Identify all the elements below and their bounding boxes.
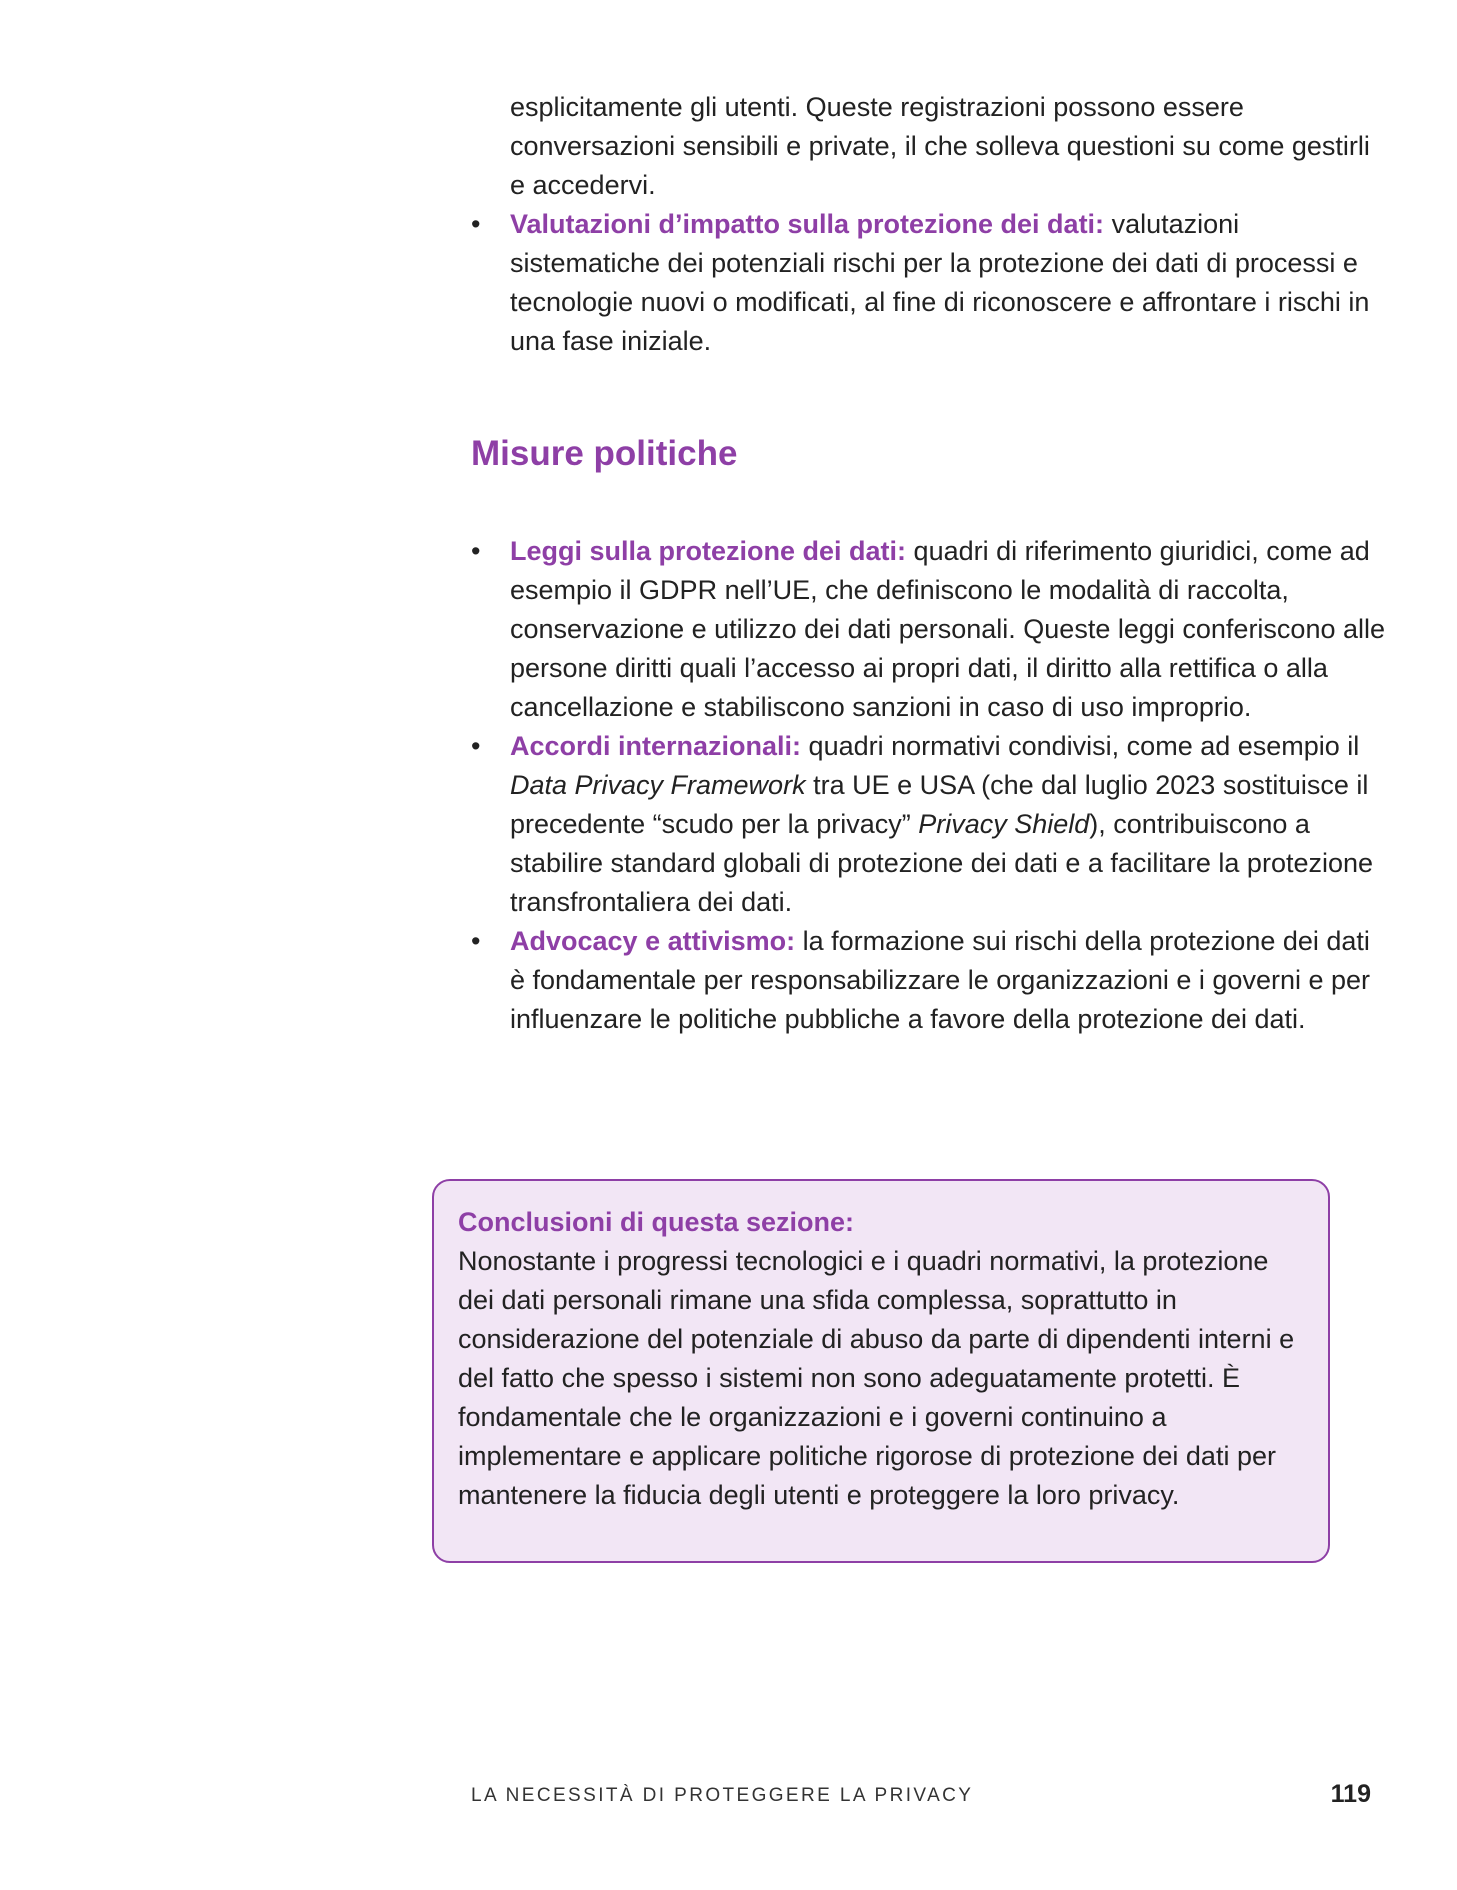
conclusion-box (432, 1179, 1330, 1563)
bullet-text: tra UE e USA (che dal luglio 2023 sostituisce il precedente “scudo per la privacy” (510, 770, 1369, 839)
section-heading: Misure politiche (471, 434, 738, 473)
bullet-italic-term: Data Privacy Framework (510, 770, 806, 800)
section-bullet-list (471, 532, 1391, 1039)
bullet-text: quadri di riferimento giuridici, come ad esempio il GDPR nell’UE, che definiscono le modalità di raccolta, conservazione e utilizzo dei dati personali. Queste leggi conferiscono alle persone diritti quali l’accesso ai propri dati, il diritto alla rettifica o alla cancellazione e stabiliscono sanzioni in caso di uso improprio. (510, 536, 1386, 722)
bullet-term: Advocacy e attivismo: (510, 926, 796, 956)
top-bullet-list (471, 205, 1391, 361)
bullet-icon: • (471, 926, 481, 956)
list-item (471, 205, 1391, 361)
bullet-text: quadri normativi condivisi, come ad esempio il (801, 731, 1360, 761)
bullet-term: Valutazioni d’impatto sulla protezione dei dati: (510, 209, 1105, 239)
list-item (471, 922, 1391, 1039)
bullet-icon: • (471, 731, 481, 761)
conclusion-body: Nonostante i progressi tecnologici e i quadri normativi, la protezione dei dati personali rimane una sfida complessa, soprattutto in considerazione del potenziale di abuso da parte di dipendenti interni e del fatto che spesso i sistemi non sono adeguatamente protetti. È fondamentale che le organizzazioni e i governi continuino a implementare e applicare politiche rigorose di protezione dei dati per mantenere la fiducia degli utenti e proteggere la loro privacy. (458, 1246, 1295, 1510)
bullet-text: la formazione sui rischi della protezione dei dati è fondamentale per responsabilizzare le organizzazioni e i governi e per influenzare le politiche pubbliche a favore della protezione dei dati. (510, 926, 1371, 1034)
bullet-text: ), contribuiscono a stabilire standard globali di protezione dei dati e a facilitare la protezione transfrontaliera dei dati. (510, 809, 1374, 917)
list-item (471, 727, 1391, 922)
bullet-text: valutazioni sistematiche dei potenziali rischi per la protezione dei dati di processi e tecnologie nuovi o modificati, al fine di riconoscere e affrontare i rischi in una fase iniziale. (510, 209, 1370, 356)
page-number: 119 (1330, 1780, 1371, 1808)
list-item (471, 532, 1391, 727)
bullet-icon: • (471, 209, 481, 239)
bullet-icon: • (471, 536, 481, 566)
bullet-italic-term: Privacy Shield (918, 809, 1090, 839)
running-footer-title: LA NECESSITÀ DI PROTEGGERE LA PRIVACY (471, 1785, 974, 1806)
bullet-term: Leggi sulla protezione dei dati: (510, 536, 907, 566)
intro-continuation: esplicitamente gli utenti. Queste registrazioni possono essere conversazioni sensibili e private, il che solleva questioni su come gestirli e accedervi. (510, 92, 1370, 200)
bullet-term: Accordi internazionali: (510, 731, 802, 761)
conclusion-title: Conclusioni di questa sezione: (458, 1207, 855, 1237)
